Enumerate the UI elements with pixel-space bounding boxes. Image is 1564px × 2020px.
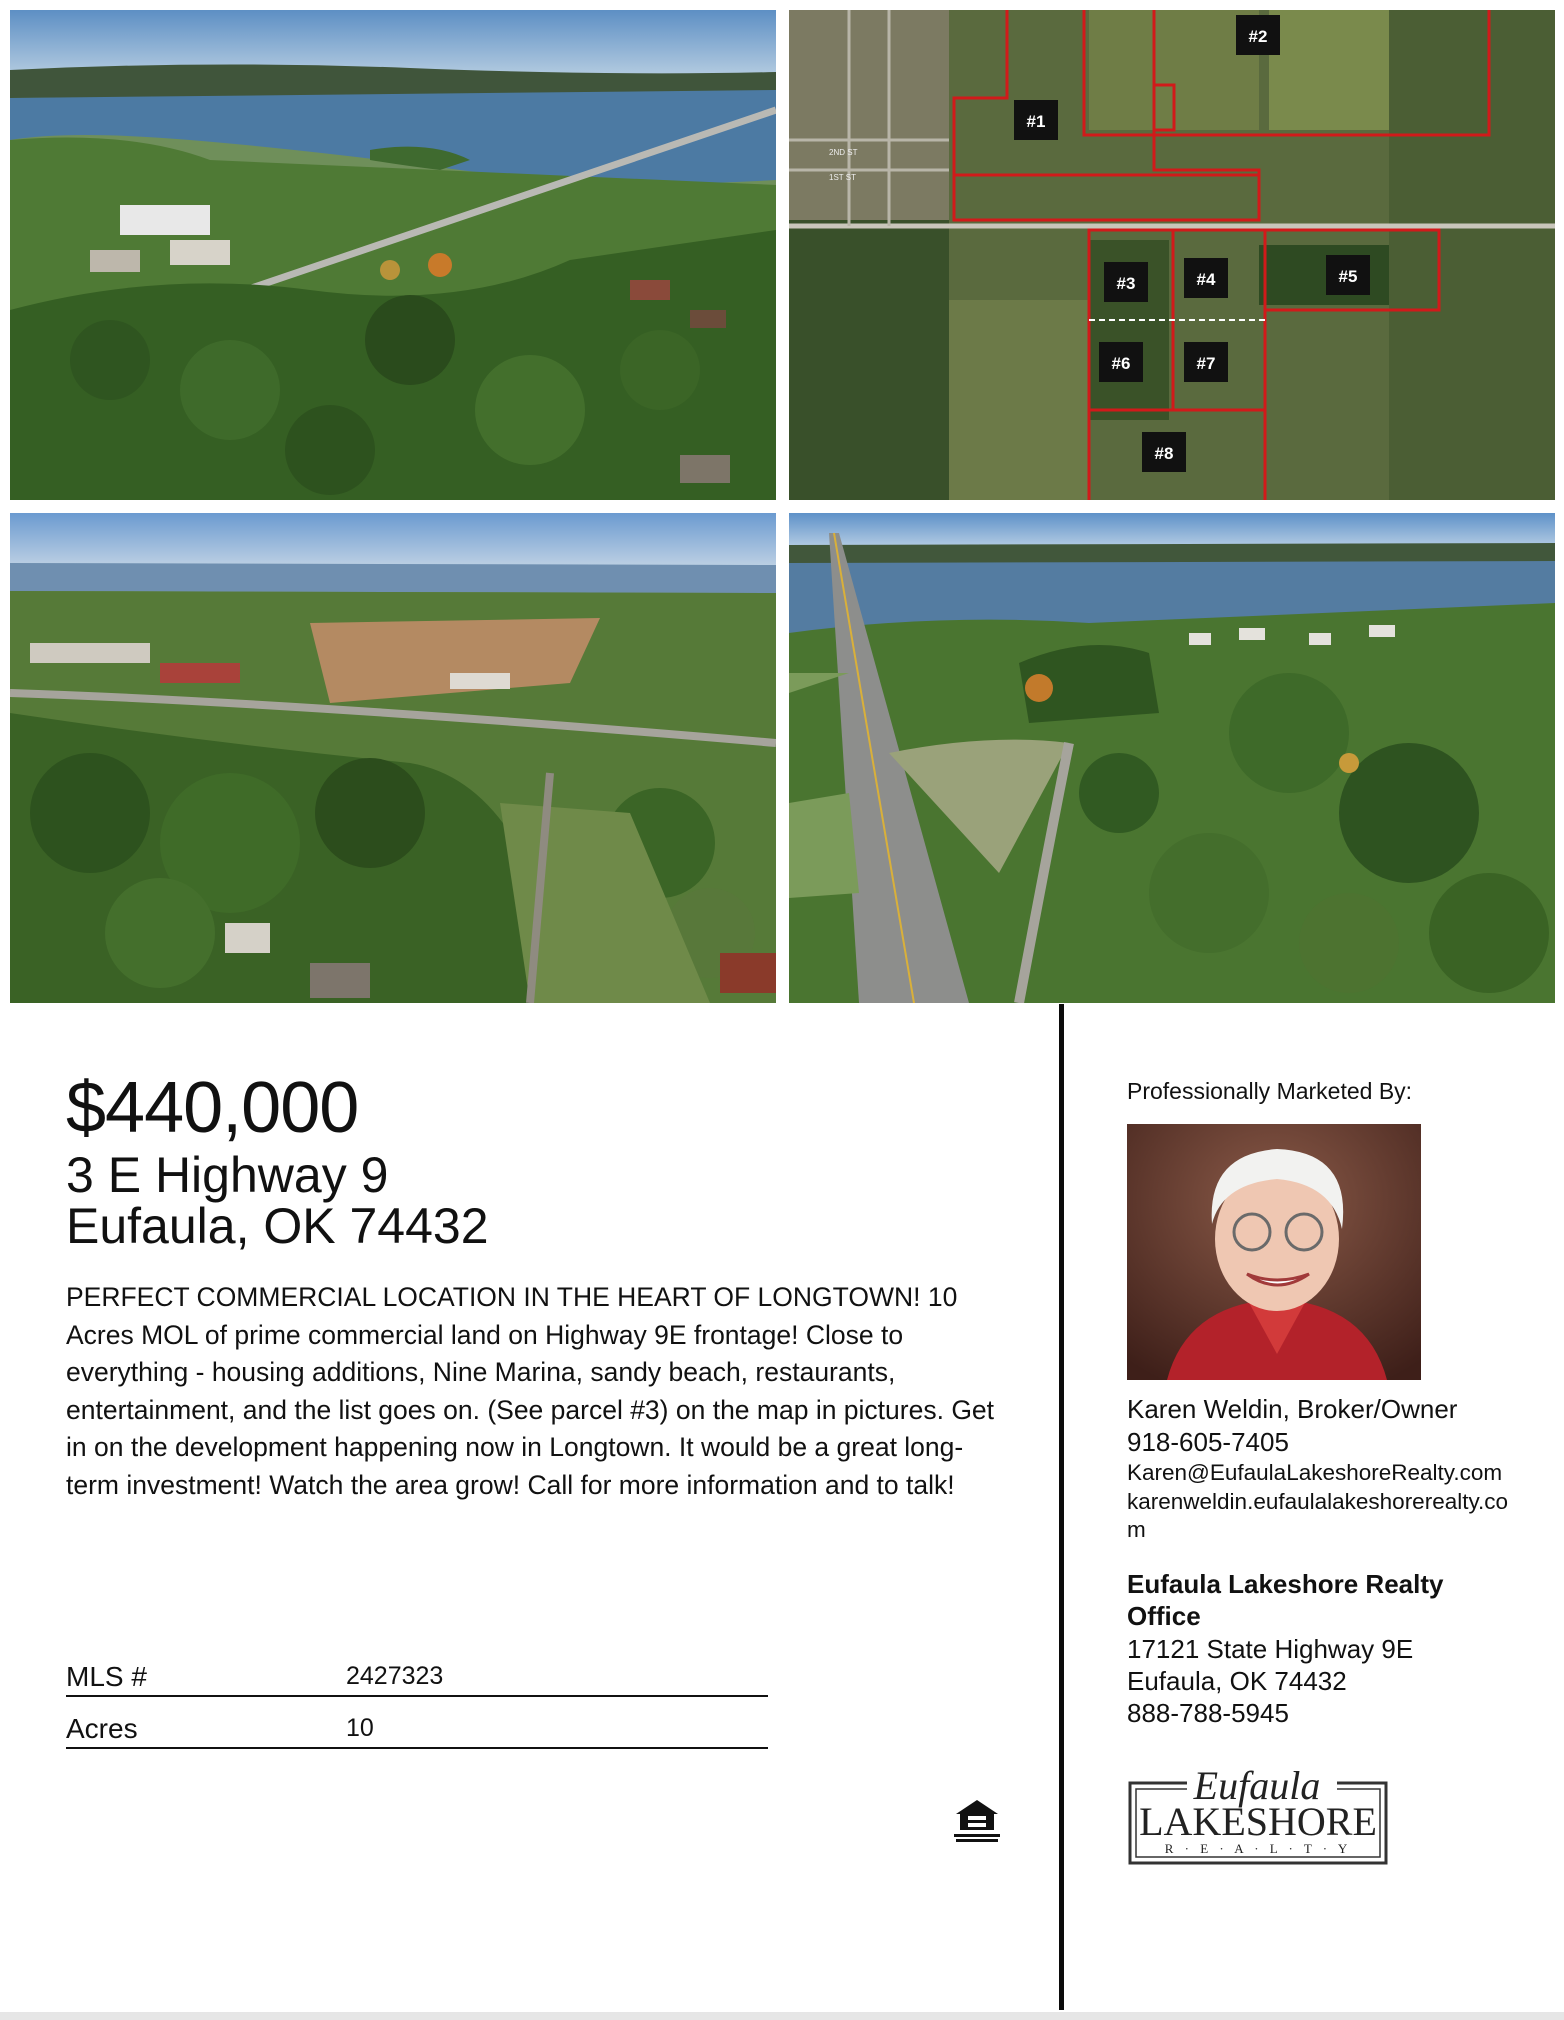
eufaula-lakeshore-realty-logo — [1127, 1755, 1389, 1867]
svg-text:LAKESHORE: LAKESHORE — [1139, 1799, 1377, 1844]
agent-name: Karen Weldin, Broker/Owner — [1127, 1394, 1458, 1424]
address-line-1: 3 E Highway 9 — [66, 1147, 389, 1203]
fact-value: 10 — [346, 1714, 374, 1742]
aerial-highway-lake-photo — [789, 513, 1555, 1003]
marketed-by-label: Professionally Marketed By: — [1127, 1078, 1413, 1104]
office-name-continued: Office — [1127, 1601, 1201, 1631]
aerial-commercial-field-photo — [10, 513, 776, 1003]
svg-text:#1: #1 — [1026, 112, 1046, 131]
agent-portrait — [1127, 1124, 1421, 1380]
office-address-line-2: Eufaula, OK 74432 — [1127, 1666, 1347, 1696]
fact-row-acres — [66, 1697, 768, 1749]
listing-description: PERFECT COMMERCIAL LOCATION IN THE HEART OF LONGTOWN! 10 Acres MOL of prime commercial land on Highway 9E frontage! Close to everything - housing additions, Nine Marina, sandy beach, restaurants, entertainment, and the list goes on. (See parcel #3) on the map in pictures. Get in on the development happening now in Longtown. It would be a great long-term investment! Watch the area grow! Call for more information and to talk! — [66, 1282, 995, 1500]
agent-phone[interactable]: 918-605-7405 — [1127, 1427, 1289, 1457]
fact-row-mls — [66, 1645, 768, 1697]
fact-label: MLS # — [66, 1661, 147, 1692]
office-address-line-1: 17121 State Highway 9E — [1127, 1634, 1414, 1664]
agent-website-link-continued[interactable]: m — [1127, 1517, 1146, 1542]
listing-price: $440,000 — [66, 1068, 359, 1148]
fact-value: 2427323 — [346, 1662, 444, 1690]
listing-address — [66, 1147, 489, 1254]
svg-text:Eufaula: Eufaula — [1193, 1763, 1321, 1808]
parcel-map-image — [789, 10, 1555, 500]
svg-text:#3: #3 — [1116, 274, 1136, 293]
aerial-lake-bridge-photo — [10, 10, 776, 500]
vertical-divider — [1059, 1004, 1064, 2010]
svg-text:#2: #2 — [1248, 27, 1268, 46]
agent-website-link[interactable]: karenweldin.eufaulalakeshorerealty.co — [1127, 1489, 1509, 1514]
agent-email-link[interactable]: Karen@EufaulaLakeshoreRealty.com — [1127, 1460, 1503, 1485]
svg-text:#5: #5 — [1338, 267, 1358, 286]
address-line-2: Eufaula, OK 74432 — [66, 1198, 489, 1254]
svg-text:#8: #8 — [1154, 444, 1174, 463]
svg-text:2ND ST: 2ND ST — [829, 148, 858, 157]
svg-text:#6: #6 — [1111, 354, 1131, 373]
svg-text:#4: #4 — [1196, 270, 1216, 289]
office-phone[interactable]: 888-788-5945 — [1127, 1698, 1289, 1728]
office-name: Eufaula Lakeshore Realty — [1127, 1569, 1444, 1599]
listing-facts-table — [66, 1645, 768, 1749]
svg-text:R · E · A · L · T · Y: R · E · A · L · T · Y — [1164, 1841, 1352, 1856]
page-bottom-strip — [0, 2012, 1564, 2020]
fact-label: Acres — [66, 1713, 138, 1744]
svg-text:1ST ST: 1ST ST — [829, 173, 856, 182]
equal-housing-opportunity-icon — [952, 1796, 1002, 1846]
svg-text:#7: #7 — [1196, 354, 1216, 373]
